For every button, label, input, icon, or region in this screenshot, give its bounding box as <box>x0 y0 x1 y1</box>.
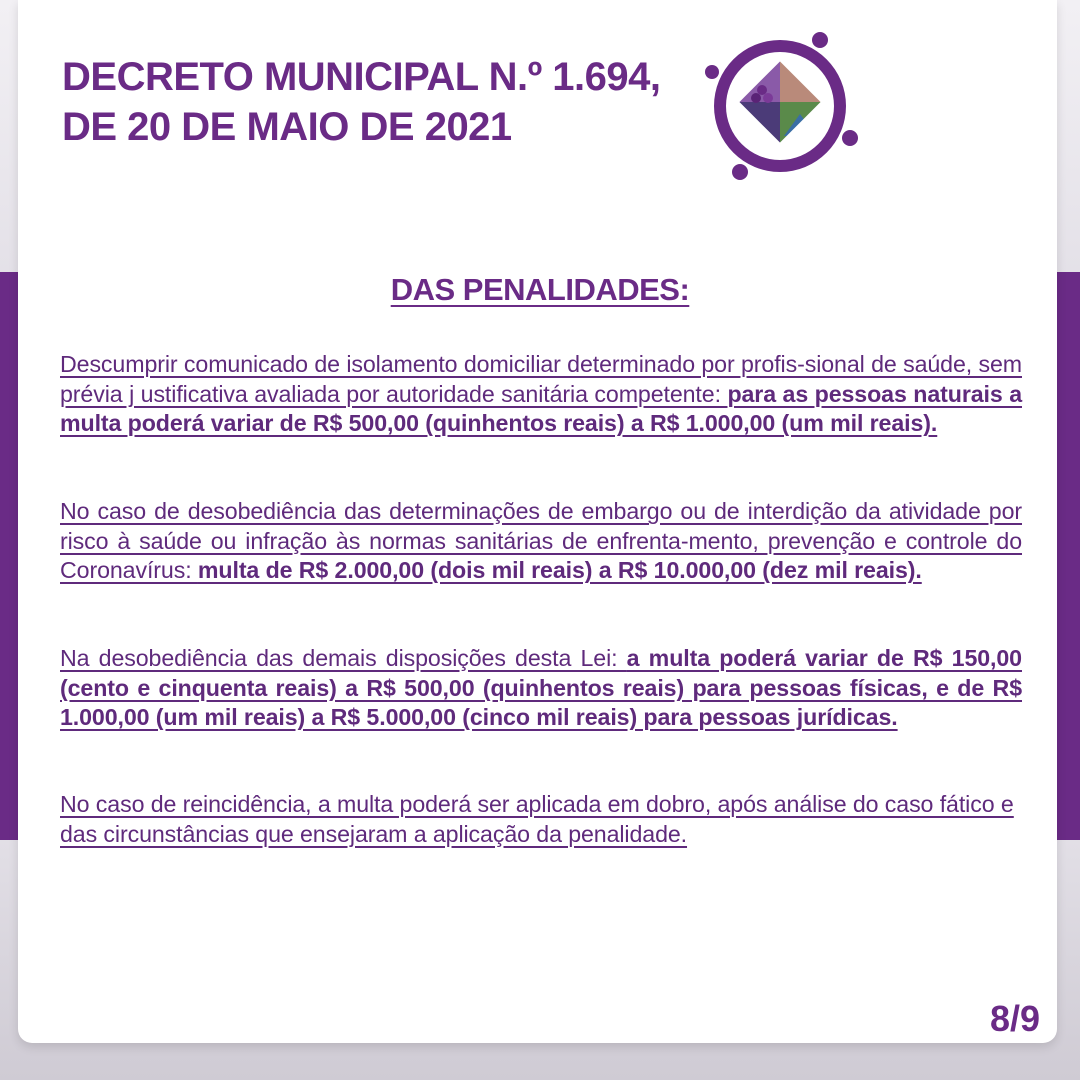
title-line-1: DECRETO MUNICIPAL N.º 1.694, <box>62 55 661 99</box>
paragraph-2-bold: multa de R$ 2.000,00 (dois mil reais) a R$ 10.000,00 (dez mil reais). <box>197 557 922 583</box>
page-title <box>62 52 661 152</box>
title-line-2: DE 20 DE MAIO DE 2021 <box>62 105 512 149</box>
paragraph-1-normal: Descumprir comunicado de isolamento domiciliar determinado por profis-sional de saúde, sem prévia j ustificativa avaliada por autoridade sanitária competente: <box>60 351 1022 407</box>
penalty-paragraph-4 <box>60 790 1035 849</box>
penalty-paragraph-2 <box>60 497 1022 586</box>
penalty-paragraph-3 <box>60 644 1022 733</box>
paragraph-3-bold: a multa poderá variar de R$ 150,00 (cento e cinquenta reais) a R$ 500,00 (quinhentos reais) para pessoas físicas, e de R$ 1.000,00 (um mil reais) a R$ 5.000,00 (cinco mil reais) para pessoas jurídicas. <box>60 645 1022 730</box>
page-indicator: 8/9 <box>989 998 1040 1039</box>
municipal-logo <box>700 26 860 186</box>
paragraph-2-normal: No caso de desobediência das determinações de embargo ou de interdição da atividade por risco à saúde ou infração às normas sanitárias de enfrenta-mento, prevenção e controle do Coronavírus: <box>60 498 1022 583</box>
paragraph-4-normal: No caso de reincidência, a multa poderá ser aplicada em dobro, após análise do caso fático e das circunstâncias que ensejaram a aplicação da penalidade. <box>60 791 1014 847</box>
paragraph-3-normal: Na desobediência das demais disposições desta Lei: <box>60 645 627 671</box>
penalty-paragraph-1 <box>60 350 1022 439</box>
section-heading: DAS PENALIDADES: <box>390 272 690 307</box>
paragraph-1-bold: para as pessoas naturais a multa poderá variar de R$ 500,00 (quinhentos reais) a R$ 1.000,00 (um mil reais). <box>60 380 1022 436</box>
